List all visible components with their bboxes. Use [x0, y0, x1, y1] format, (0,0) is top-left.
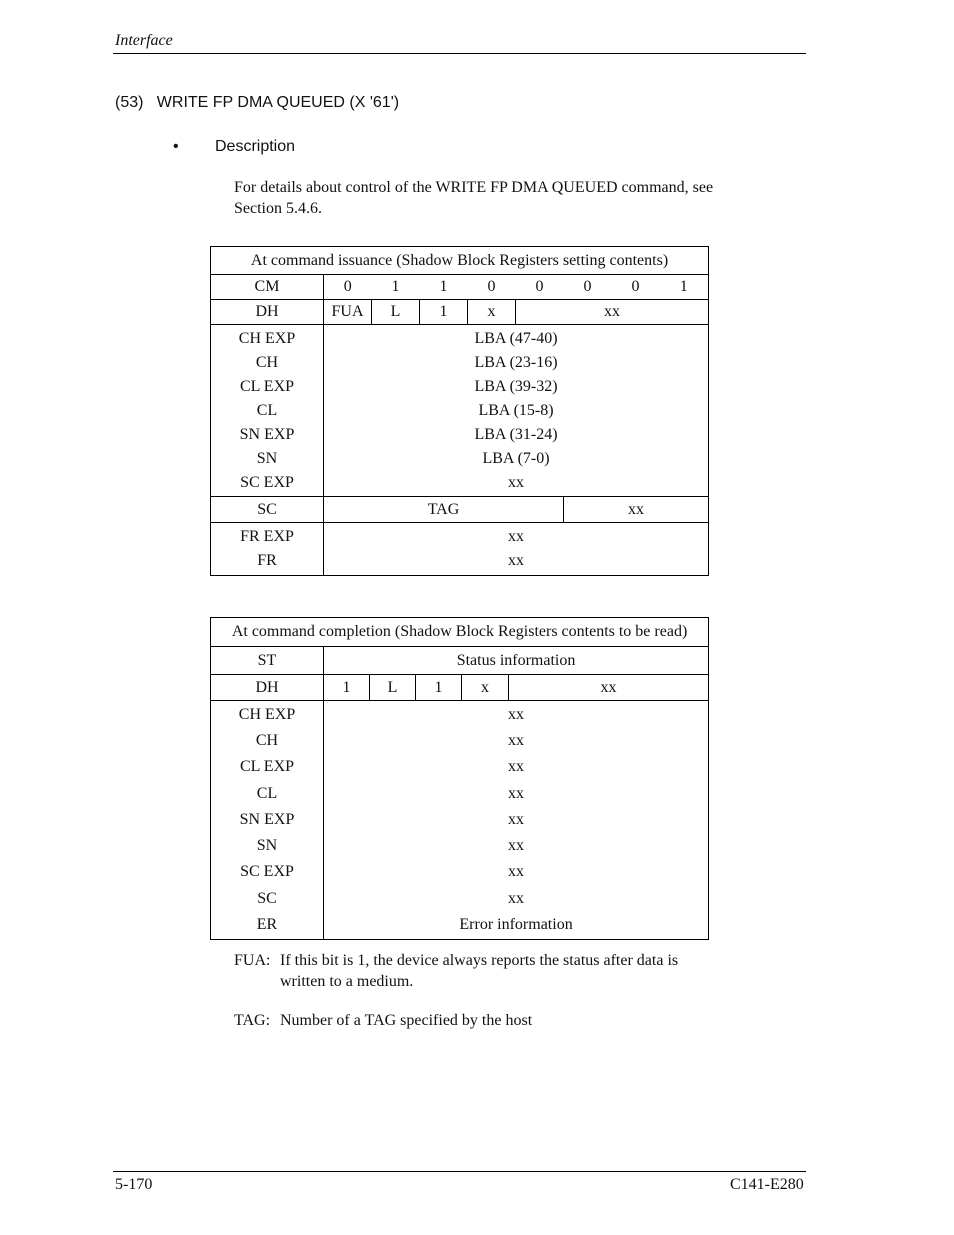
- register-value: xx: [508, 528, 525, 545]
- cm-bit-1: 0: [612, 275, 660, 300]
- register-value: xx: [508, 552, 525, 569]
- section-title: (53) WRITE FP DMA QUEUED (X '61'): [115, 94, 400, 111]
- register-value: LBA (47-40): [474, 329, 558, 347]
- cm-bit-4: 0: [468, 275, 516, 300]
- completion-register-table: [210, 617, 709, 940]
- dh-l-bit: L: [372, 300, 420, 325]
- register-value: xx: [508, 758, 525, 776]
- completion-register-values: [324, 701, 709, 940]
- tag-note-key: TAG:: [234, 1012, 271, 1029]
- lba-register-labels: [211, 325, 324, 497]
- intro-line-1: For details about control of the WRITE FP DMA QUEUED command, see: [234, 179, 714, 196]
- register-value: xx: [508, 889, 525, 907]
- register-value: xx: [508, 705, 525, 723]
- dh-bit-7: 1: [324, 675, 370, 701]
- register-value: LBA (7-0): [482, 449, 550, 467]
- fr-register-values: [324, 523, 709, 576]
- register-label: ER: [256, 916, 278, 934]
- dh-fua-bit: FUA: [324, 300, 372, 325]
- st-label: ST: [211, 647, 324, 675]
- fr-register-labels: [211, 523, 324, 576]
- tag-note-text: Number of a TAG specified by the host: [280, 1012, 533, 1029]
- st-value: Status information: [324, 647, 709, 675]
- cm-bit-0: 1: [660, 275, 709, 300]
- completion-register-labels: [211, 701, 324, 940]
- sc-low-bits: xx: [564, 497, 709, 523]
- register-label: CH EXP: [238, 705, 296, 723]
- register-value: Error information: [459, 916, 573, 934]
- register-value: xx: [508, 863, 525, 881]
- register-value: xx: [508, 731, 525, 749]
- register-label: SN EXP: [239, 810, 295, 828]
- completion-caption: At command completion (Shadow Block Registers contents to be read): [211, 618, 709, 647]
- page-number: 5-170: [115, 1176, 153, 1193]
- register-label: FR: [257, 552, 277, 569]
- dh-bit-4: x: [468, 300, 516, 325]
- lba-register-values: [324, 325, 709, 497]
- dh-low-bits: xx: [516, 300, 709, 325]
- dh-bit-5: 1: [420, 300, 468, 325]
- fua-note-line-2: written to a medium.: [280, 973, 414, 990]
- register-label: SN EXP: [239, 425, 295, 443]
- cm-label: CM: [211, 275, 324, 300]
- register-label: SC EXP: [240, 863, 294, 881]
- register-value: LBA (31-24): [474, 425, 558, 443]
- bullet-icon: •: [173, 138, 179, 155]
- bullet-label: Description: [215, 138, 296, 155]
- document-code: C141-E280: [730, 1176, 804, 1193]
- dh-bit-4: x: [462, 675, 509, 701]
- intro-paragraph: [234, 177, 774, 219]
- register-value: LBA (15-8): [478, 401, 554, 419]
- fua-note: [234, 950, 734, 992]
- cm-bit-3: 0: [516, 275, 564, 300]
- fua-note-line-1: If this bit is 1, the device always reports the status after data is: [280, 952, 679, 969]
- intro-line-2: Section 5.4.6.: [234, 200, 322, 217]
- register-label: SN: [256, 449, 278, 467]
- cm-bit-2: 0: [564, 275, 612, 300]
- register-value: LBA (39-32): [474, 377, 558, 395]
- register-label: FR EXP: [240, 528, 294, 545]
- register-label: CL: [256, 784, 278, 802]
- register-value: xx: [508, 810, 525, 828]
- register-label: SC: [257, 889, 277, 907]
- dh-low-bits: xx: [509, 675, 709, 701]
- register-label: SN: [256, 837, 278, 855]
- register-label: CL EXP: [239, 758, 295, 776]
- register-value: xx: [508, 473, 525, 491]
- running-header: Interface: [115, 32, 173, 49]
- cm-bit-6: 1: [372, 275, 420, 300]
- footer-rule: [113, 1171, 806, 1172]
- register-value: xx: [508, 837, 525, 855]
- sc-tag-field: TAG: [324, 497, 564, 523]
- issuance-caption: At command issuance (Shadow Block Registers setting contents): [211, 247, 709, 275]
- issuance-register-table: [210, 246, 709, 576]
- register-label: CL EXP: [239, 377, 295, 395]
- register-value: xx: [508, 784, 525, 802]
- fua-note-key: FUA:: [234, 952, 271, 969]
- cm-bit-7: 0: [324, 275, 372, 300]
- dh-l-bit: L: [370, 675, 416, 701]
- cm-bit-5: 1: [420, 275, 468, 300]
- register-label: CH: [255, 731, 279, 749]
- sc-label: SC: [211, 497, 324, 523]
- register-label: SC EXP: [240, 473, 294, 491]
- register-label: CH: [255, 353, 279, 371]
- tag-note: [234, 1010, 734, 1031]
- register-value: LBA (23-16): [474, 353, 558, 371]
- register-label: CH EXP: [238, 329, 296, 347]
- register-label: CL: [256, 401, 278, 419]
- dh-label: DH: [211, 675, 324, 701]
- header-rule: [113, 53, 806, 54]
- dh-bit-5: 1: [416, 675, 462, 701]
- dh-label: DH: [211, 300, 324, 325]
